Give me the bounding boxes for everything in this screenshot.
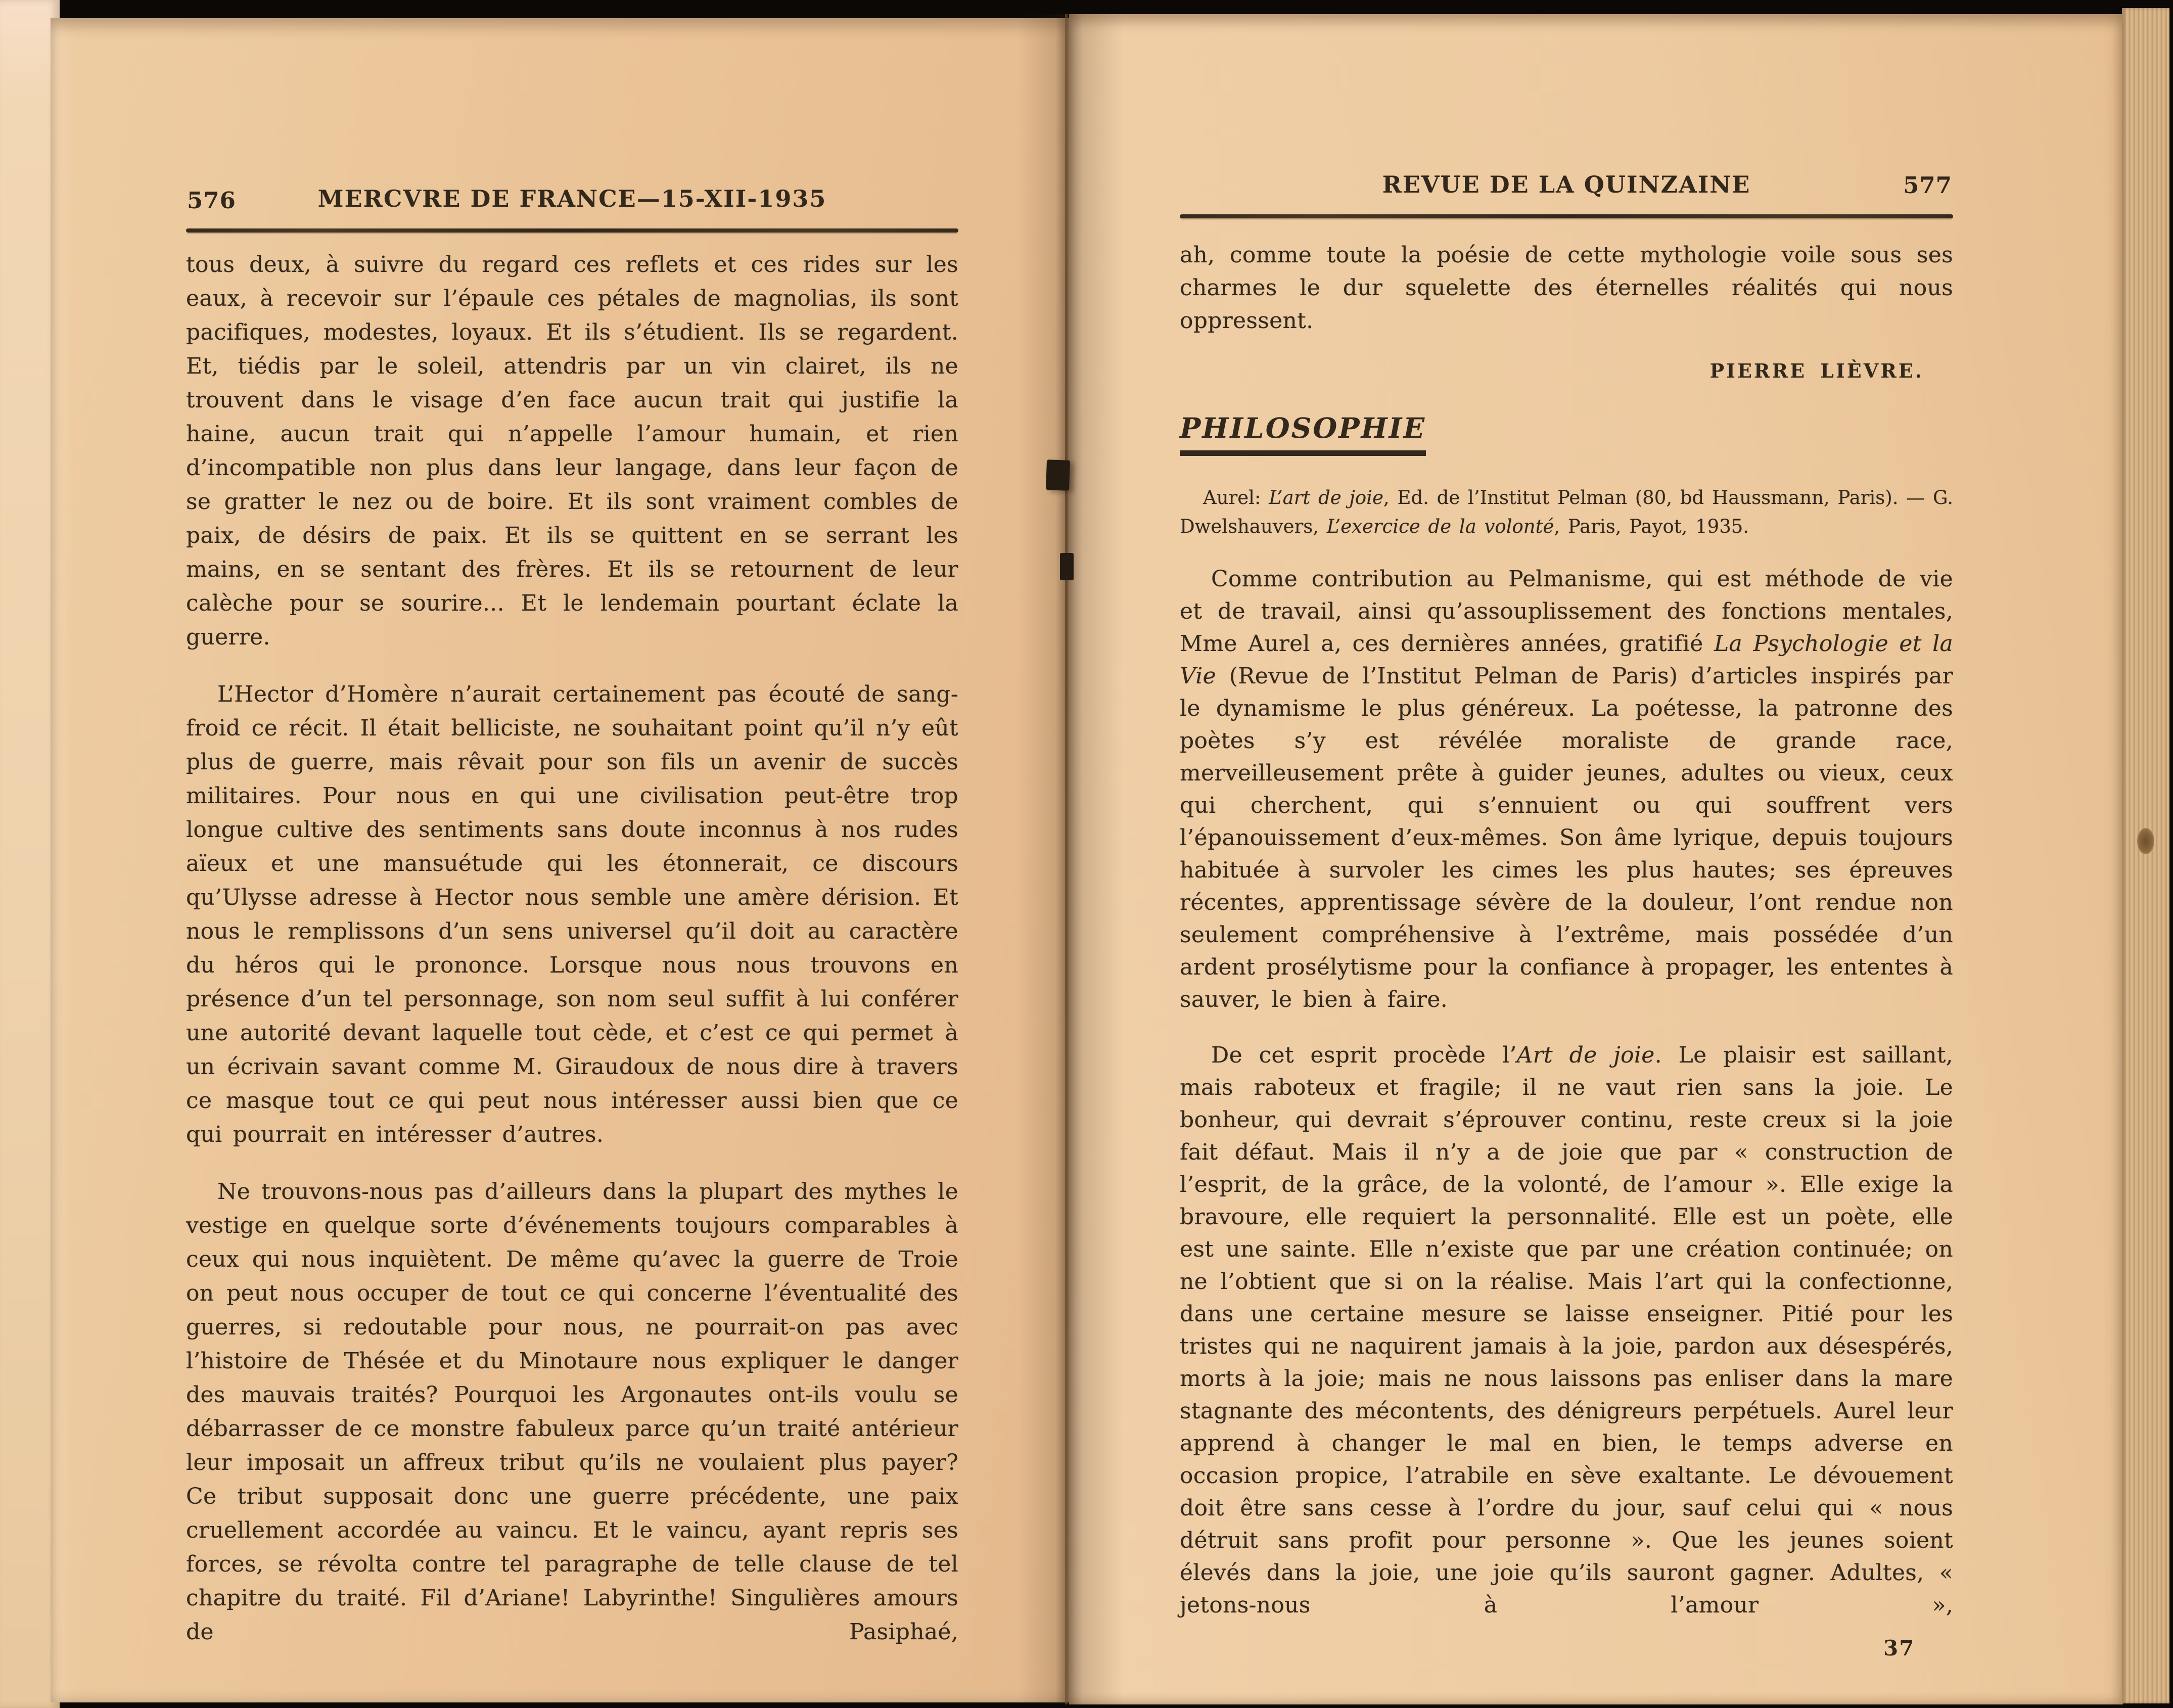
biblio-author: Aurel: bbox=[1203, 487, 1269, 509]
section-running-title: REVUE DE LA QUINZAINE bbox=[1382, 171, 1751, 198]
fore-edge-page-stack bbox=[2122, 8, 2169, 1703]
journal-title-dateline: MERCVRE DE FRANCE—15-XII-1935 bbox=[317, 185, 827, 212]
paragraph-text: De cet esprit procède l’ bbox=[1211, 1042, 1517, 1068]
bibliography-note bbox=[1180, 483, 1953, 541]
gutter-fold-line bbox=[1065, 14, 1068, 1704]
right-body-text bbox=[1180, 563, 1953, 1622]
continuation-paragraph: ah, comme toute la poésie de cette mythologie voile sous ses charmes le dur squelette des éternelles réalités qui nous oppressent. bbox=[1180, 242, 1953, 334]
right-page-number: 577 bbox=[1903, 172, 1952, 199]
book-title-italic: Art de joie bbox=[1516, 1042, 1655, 1068]
biblio-publisher: , Paris, Payot, 1935. bbox=[1554, 516, 1749, 537]
body-paragraph: tous deux, à suivre du regard ces reflets et ces rides sur les eaux, à recevoir sur l’épaule ces pétales de magnolias, ils sont pacifiques, modestes, loyaux. Et ils s’étudient. Ils se regardent. Et, tiédis par le soleil, attendris par un vin clairet, ils ne trouvent dans le visage d’en face aucun trait qui justifie la haine, aucun trait qui n’appelle l’amour humain, et rien d’incompatible non plus dans leur langage, dans leur façon de se gratter le nez ou de boire. Et ils sont vraiment combles de paix, de désirs de paix. Et ils se quittent en se serrant les mains, en se sentant des frères. Et ils se retournent de leur calèche pour se sourire... Et le lendemain pourtant éclate la guerre. bbox=[186, 252, 958, 650]
body-paragraph bbox=[1180, 563, 1953, 1016]
journal-title-italic: La Psychologie et la Vie bbox=[1180, 631, 1953, 689]
left-page-content bbox=[186, 185, 958, 1649]
section-heading-label: PHILOSOPHIE bbox=[1180, 411, 1426, 456]
right-header-rule bbox=[1180, 214, 1953, 218]
paper-blemish bbox=[2137, 828, 2154, 854]
printer-signature-mark: 37 bbox=[1883, 1636, 1915, 1660]
body-paragraph: L’Hector d’Homère n’aurait certainement pas écouté de sang-froid ce récit. Il était belliciste, ne souhaitant point qu’il n’y eût plus de guerre, mais rêvait pour son fils un avenir de succès militaires. Pour nous en qui une civilisation peut-être trop longue cultive des sentiments sans doute inconnus à nos rudes aïeux et une mansuétude qui les étonnerait, ce discours qu’Ulysse adresse à Hector nous semble une amère dérision. Et nous le remplissons d’un sens universel qu’il doit au caractère du héros qui le prononce. Lorsque nous nous trouvons en présence d’un tel personnage, son nom seul suffit à lui conférer une autorité devant laquelle tout cède, et c’est ce qui permet à un écrivain savant comme M. Giraudoux de nous dire à travers ce masque tout ce qui peut nous intéresser aussi bien que ce qui pourrait en intéresser d’autres. bbox=[186, 681, 958, 1147]
left-body-text bbox=[186, 248, 958, 1649]
biblio-book-title: L’exercice de la volonté bbox=[1326, 516, 1554, 537]
left-running-head bbox=[186, 185, 958, 220]
left-header-rule bbox=[186, 228, 958, 233]
paragraph-text: Comme contribution au Pelmanisme, qui est méthode de vie et de travail, ainsi qu’assouplissement des fonctions mentales, Mme Aurel a, ces dernières années, gratifié bbox=[1180, 566, 1953, 657]
right-page-content bbox=[1180, 171, 1953, 1660]
left-page-number: 576 bbox=[187, 187, 236, 214]
paragraph-text: . Le plaisir est saillant, mais raboteux et fragile; il ne vaut rien sans la joie. Le bonheur, qui devrait s’éprouver continu, reste creux si la joie fait défaut. Mais il n’y a de joie que par « construction de l’esprit, de la grâce, de la volonté, de l’amour ». Elle exige la bravoure, elle requiert la personnalité. Elle est un poète, elle est une sainte. Elle n’existe que par une création continuée; on ne l’obtient que si on la réalise. Mais l’art qui la confectionne, dans une certaine mesure se laisse enseigner. Pitié pour les tristes qui ne naquirent jamais à la joie, pardon aux désespérés, morts à la joie; mais ne nous laissons pas enliser dans la mare stagnante des mécontents, des dénigreurs perpétuels. Aurel leur apprend à changer le mal en bien, le temps adverse en occasion propice, l’atrabile en sève exaltante. Le dévouement doit être sans cesse à l’ordre du jour, sauf celui qui « nous détruit sans profit pour personne ». Que les jeunes soient élevés dans la joie, une joie qu’ils sauront gagner. Adultes, « jetons-nous à l’amour », bbox=[1180, 1042, 1953, 1618]
biblio-book-title: L’art de joie bbox=[1269, 487, 1383, 509]
body-paragraph bbox=[1180, 1039, 1953, 1622]
gutter-ink-mark bbox=[1060, 553, 1074, 580]
body-paragraph: Ne trouvons-nous pas d’ailleurs dans la plupart des mythes le vestige en quelque sorte d’événements toujours comparables à ceux qui nous inquiètent. De même qu’avec la guerre de Troie on peut nous occuper de tout ce qui concerne l’éventualité des guerres, si redoutable pour nous, ne pourrait-on pas avec l’histoire de Thésée et du Minotaure nous expliquer le danger des mauvais traités? Pourquoi les Argonautes ont-ils voulu se débarrasser de ce monstre fabuleux parce qu’un traité antérieur leur imposait un affreux tribut qu’ils ne voulaient plus payer? Ce tribut supposait donc une guerre précédente, une paix cruellement accordée au vaincu. Et le vaincu, ayant repris ses forces, se révolta contre tel paragraphe de telle clause de tel chapitre du traité. Fil d’Ariane! Labyrinthe! Singulières amours de Pasiphaé, bbox=[186, 1179, 958, 1645]
gutter-ink-mark bbox=[1046, 459, 1070, 491]
section-heading-philosophie bbox=[1180, 411, 1953, 456]
paragraph-text: (Revue de l’Institut Pelman de Paris) d’articles inspirés par le dynamisme le plus généreux. La poétesse, la patronne des poètes s’y est révélée moraliste de grande race, merveilleusement prête à guider jeunes, adultes ou vieux, ceux qui cherchent, qui s’ennuient ou qui souffrent vers l’épanouissement d’eux-mêmes. Son âme lyrique, depuis toujours habituée à survoler les cimes les plus hautes; ses épreuves récentes, apprentissage sévère de la douleur, l’ont rendue non seulement compréhensive à l’extrême, mais possédée d’un ardent prosélytisme pour la confiance à propager, les ententes à sauver, le bien à faire. bbox=[1180, 663, 1953, 1012]
biblio-publisher: , Ed. de l’Institut Pelman (80, bd Haussmann, Paris). — G. Dwelshauvers, bbox=[1180, 487, 1953, 537]
author-signature: PIERRE LIÈVRE. bbox=[1709, 359, 1924, 382]
right-running-head bbox=[1180, 171, 1953, 206]
